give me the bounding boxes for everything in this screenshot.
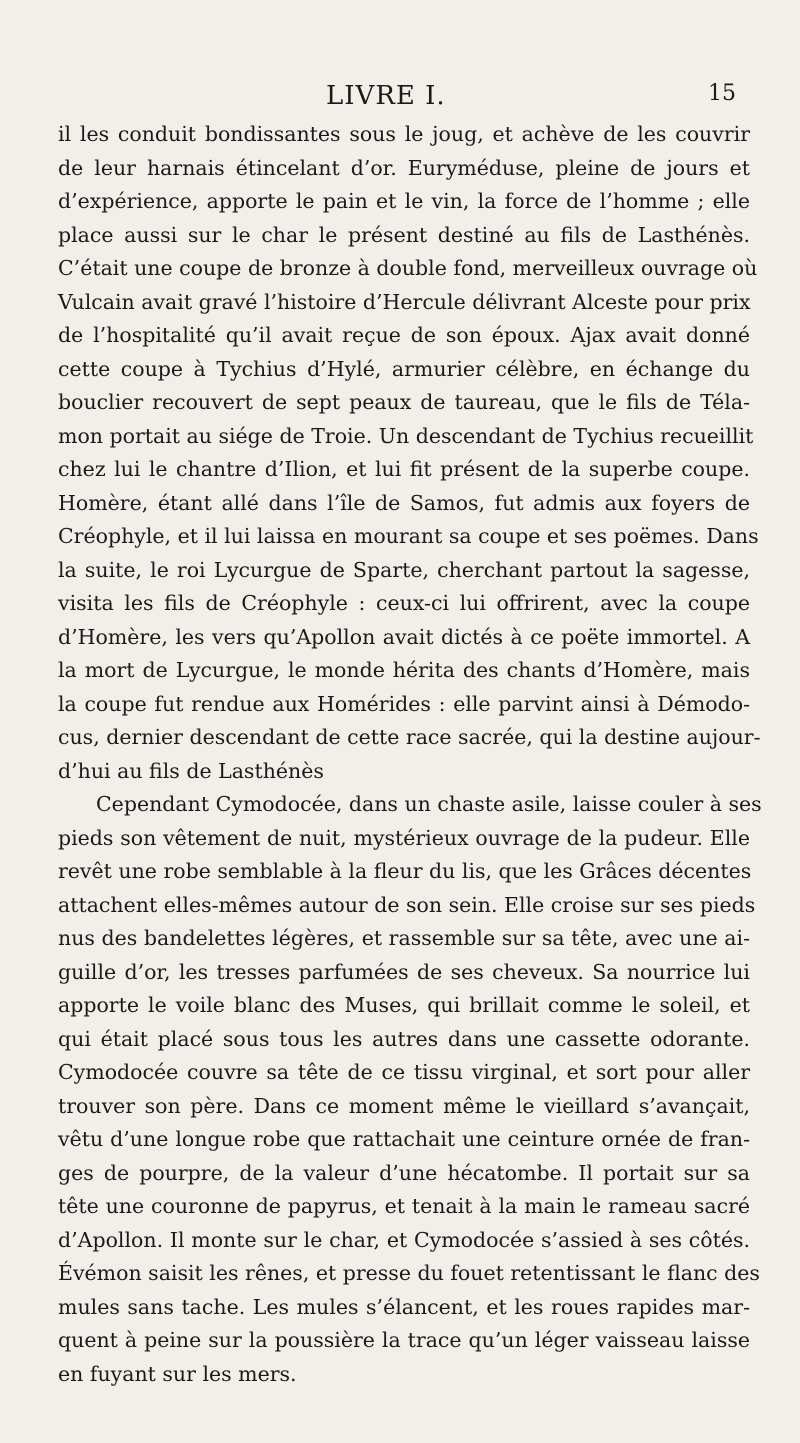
text-line: attachent elles-mêmes autour de son sein. Elle croise sur ses pieds — [58, 892, 756, 917]
text-line: revêt une robe semblable à la fleur du lis, que les Grâces décentes — [58, 859, 752, 883]
text-line: Vulcain avait gravé l’histoire d’Hercule délivrant Alceste pour prix — [58, 289, 751, 314]
text-line: la mort de Lycurgue, le monde hérita des chants d’Homère, mais — [58, 658, 750, 682]
text-line: cette coupe à Tychius d’Hylé, armurier célèbre, en échange du — [58, 356, 750, 381]
running-title: LIVRE I. — [326, 81, 446, 111]
text-line: apporte le voile blanc des Muses, qui brillait comme le soleil, et — [58, 993, 750, 1017]
text-line: quent à peine sur la poussière la trace qu’un léger vaisseau laisse — [58, 1328, 750, 1352]
text-line: en fuyant sur les mers. — [58, 1361, 297, 1386]
text-line: place aussi sur le char le présent destiné au fils de Lasthénès. — [58, 222, 750, 247]
text-line: pieds son vêtement de nuit, mystérieux ouvrage de la pudeur. Elle — [58, 825, 750, 850]
text-line: mon portait au siége de Troie. Un descendant de Tychius recueillit — [58, 423, 754, 448]
text-line: vêtu d’une longue robe que rattachait une ceinture ornée de fran- — [58, 1127, 750, 1151]
text-line: Évémon saisit les rênes, et presse du fouet retentissant le flanc des — [58, 1261, 760, 1285]
text-line: bouclier recouvert de sept peaux de taureau, que le fils de Téla- — [58, 390, 750, 414]
body-text — [58, 118, 762, 1391]
text-line: Homère, étant allé dans l’île de Samos, fut admis aux foyers de — [58, 490, 750, 515]
text-line: Cymodocée couvre sa tête de ce tissu virginal, et sort pour aller — [58, 1060, 750, 1084]
text-line: guille d’or, les tresses parfumées de ses cheveux. Sa nourrice lui — [58, 959, 750, 984]
text-line: trouver son père. Dans ce moment même le vieillard s’avançait, — [58, 1093, 750, 1118]
page-number: 15 — [708, 81, 736, 106]
text-line: la coupe fut rendue aux Homérides : elle parvint ainsi à Démodo- — [58, 691, 750, 716]
text-line: la suite, le roi Lycurgue de Sparte, cherchant partout la sagesse, — [58, 557, 750, 582]
text-line: d’Homère, les vers qu’Apollon avait dictés à ce poëte immortel. A — [58, 624, 750, 649]
text-line: ges de pourpre, de la valeur d’une hécatombe. Il portait sur sa — [58, 1160, 750, 1185]
text-line: nus des bandelettes légères, et rassemble sur sa tête, avec une ai- — [58, 926, 750, 950]
text-line: mules sans tache. Les mules s’élancent, et les roues rapides mar- — [58, 1294, 750, 1319]
text-line: d’expérience, apporte le pain et le vin, la force de l’homme ; elle — [58, 189, 750, 213]
text-line: Créophyle, et il lui laissa en mourant sa coupe et ses poëmes. Dans — [58, 524, 759, 548]
text-line: d’Apollon. Il monte sur le char, et Cymodocée s’assied à ses côtés. — [58, 1227, 750, 1252]
text-line: d’hui au fils de Lasthénès — [58, 758, 324, 783]
text-line: cus, dernier descendant de cette race sacrée, qui la destine aujour- — [58, 725, 761, 749]
text-line: il les conduit bondissantes sous le joug, et achève de les couvrir — [58, 122, 750, 146]
text-line: tête une couronne de papyrus, et tenait à la main le rameau sacré — [58, 1194, 750, 1218]
text-line: visita les fils de Créophyle : ceux-ci lui offrirent, avec la coupe — [58, 591, 750, 615]
text-line: de leur harnais étincelant d’or. Euryméduse, pleine de jours et — [58, 155, 750, 180]
paragraph-start-line: Cependant Cymodocée, dans un chaste asile, laisse couler à ses — [96, 792, 762, 816]
text-line: de l’hospitalité qu’il avait reçue de son époux. Ajax avait donné — [58, 323, 750, 347]
text-line: chez lui le chantre d’Ilion, et lui fit présent de la superbe coupe. — [58, 457, 750, 481]
text-line: C’était une coupe de bronze à double fond, merveilleux ouvrage où — [58, 256, 758, 280]
text-line: qui était placé sous tous les autres dans une cassette odorante. — [58, 1026, 750, 1051]
